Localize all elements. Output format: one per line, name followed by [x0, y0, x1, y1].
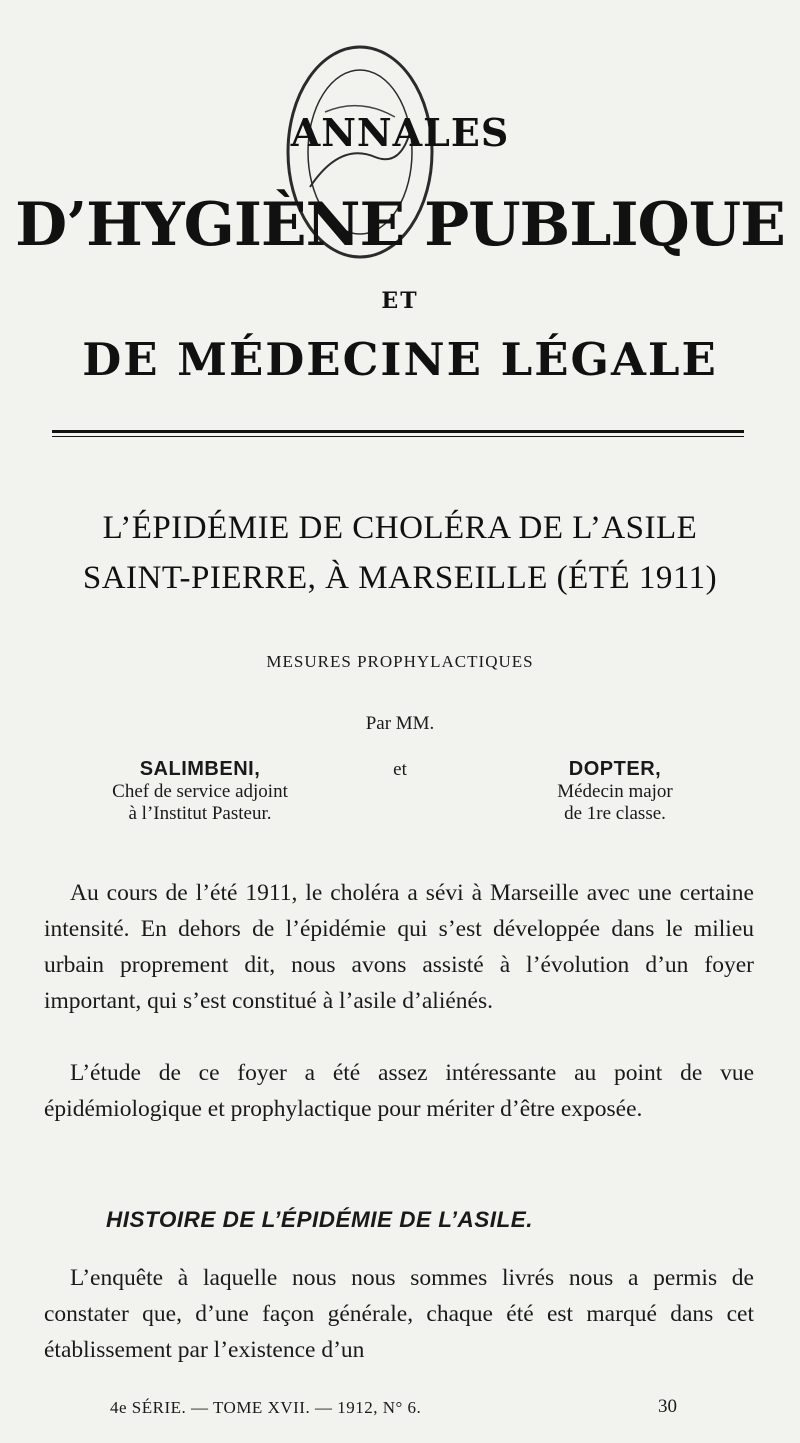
article-subtitle: MESURES PROPHYLACTIQUES [266, 652, 534, 671]
byline: Par MM. [365, 713, 435, 734]
journal-title-line2: D’HYGIÈNE PUBLIQUE [15, 190, 785, 260]
footer-series-info: 4e SÉRIE. — TOME XVII. — 1912, N° 6. [110, 1398, 422, 1417]
author-role: Chef de service adjoint [112, 781, 288, 802]
article-title-line1: L’ÉPIDÉMIE DE CHOLÉRA DE L’ASILE [102, 510, 698, 546]
paragraph-inquiry: L’enquête à laquelle nous nous sommes livrés nous a permis de constater que, d’une façon générale, chaque été est marqué dans cet établissement par l’existence d’un [44, 1265, 754, 1363]
author-block-dopter [480, 758, 750, 825]
author-name: SALIMBENI, [139, 758, 261, 780]
paragraph-purpose: L’étude de ce foyer a été assez intéressante au point de vue épidémiologique et prophylactique pour mériter d’être exposée. [44, 1060, 754, 1122]
author-block-salimbeni [60, 758, 340, 825]
paragraph-intro: Au cours de l’été 1911, le choléra a sévi à Marseille avec une certaine intensité. En dehors de l’épidémie qui s’est développée dans le milieu urbain proprement dit, nous avons assisté à l’évolution d’un foyer important, qui s’est constitué à l’asile d’aliénés. [44, 880, 754, 1014]
journal-title-line3: ET [381, 288, 419, 314]
article-title-line2: SAINT-PIERRE, À MARSEILLE (ÉTÉ 1911) [82, 560, 718, 596]
title-rule-thin [52, 436, 744, 437]
author-affiliation: à l’Institut Pasteur. [128, 803, 272, 824]
title-rule-thick [52, 430, 744, 433]
page-number: 30 [658, 1396, 677, 1417]
author-role: Médecin major [557, 781, 673, 802]
section-heading: HISTOIRE DE L’ÉPIDÉMIE DE L’ASILE. [106, 1207, 534, 1232]
journal-title-line1: ANNALES [290, 110, 510, 155]
author-conjunction: et [393, 759, 407, 780]
journal-title-line4: DE MÉDECINE LÉGALE [82, 333, 718, 386]
author-name: DOPTER, [568, 758, 662, 780]
author-affiliation: de 1re classe. [564, 803, 666, 824]
